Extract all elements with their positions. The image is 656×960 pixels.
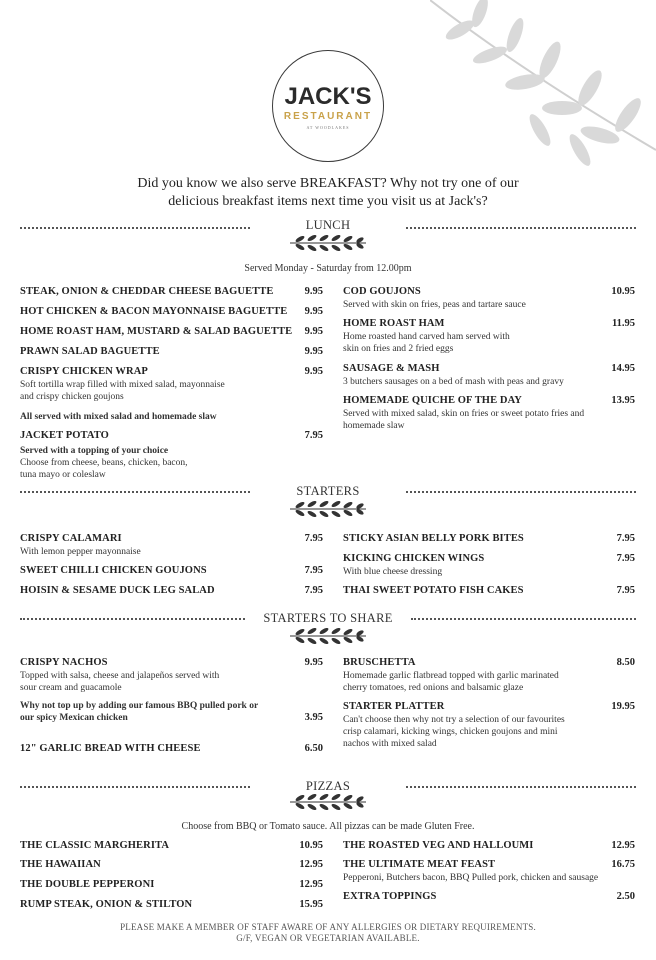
topup-note: our spicy Mexican chicken xyxy=(20,713,128,723)
menu-item-name: STARTER PLATTER xyxy=(343,701,445,712)
menu-item-description: Served with mixed salad, skin on fries or sweet potato fries and xyxy=(343,409,585,419)
menu-item-price: 19.95 xyxy=(611,701,635,712)
menu-item-price: 9.95 xyxy=(304,366,323,377)
menu-item-description: tuna mayo or coleslaw xyxy=(20,470,106,480)
menu-item-price: 9.95 xyxy=(304,306,323,317)
restaurant-logo xyxy=(272,50,384,162)
menu-item-price: 13.95 xyxy=(611,395,635,406)
menu-item-price: 7.95 xyxy=(304,585,323,596)
menu-item-description: Served with a topping of your choice xyxy=(20,446,169,456)
menu-item-description: skin on fries and 2 fried eggs xyxy=(343,344,454,354)
menu-item-name: HOME ROAST HAM xyxy=(343,318,445,329)
topup-note: Why not top up by adding our famous BBQ pulled pork or xyxy=(20,701,259,711)
menu-item-name: SAUSAGE & MASH xyxy=(343,363,440,374)
menu-item-name: THE ULTIMATE MEAT FEAST xyxy=(343,859,496,870)
menu-item-price: 6.50 xyxy=(304,743,323,754)
footer-line-2: G/F, VEGAN OR VEGETARIAN AVAILABLE. xyxy=(236,933,420,943)
leaf-branch-decoration xyxy=(430,0,656,180)
section-title: STARTERS TO SHARE xyxy=(263,611,393,625)
divider-right xyxy=(406,227,636,229)
menu-item-name: THAI SWEET POTATO FISH CAKES xyxy=(343,585,524,596)
sprig-icon xyxy=(288,625,368,647)
sprig-icon xyxy=(288,498,368,520)
menu-item-price: 2.50 xyxy=(616,891,635,902)
intro-line-1: Did you know we also serve BREAKFAST? Why not try one of our xyxy=(137,176,519,191)
menu-item-name: THE ROASTED VEG AND HALLOUMI xyxy=(343,840,534,851)
menu-item-description: With blue cheese dressing xyxy=(343,567,443,577)
logo-tagline: AT WOODLAKES xyxy=(306,125,350,130)
menu-item-price: 10.95 xyxy=(299,840,323,851)
menu-item-description: Topped with salsa, cheese and jalapeños served with xyxy=(20,671,220,681)
menu-item-description: sour cream and guacamole xyxy=(20,683,122,693)
pizzas-header xyxy=(0,779,656,819)
menu-item-price: 7.95 xyxy=(304,533,323,544)
menu-item-price: 16.75 xyxy=(611,859,635,870)
menu-item-price: 3.95 xyxy=(304,712,323,723)
starters-header xyxy=(0,484,656,524)
allergy-footer xyxy=(0,922,656,944)
menu-item-name: HOISIN & SESAME DUCK LEG SALAD xyxy=(20,585,215,596)
menu-item-description: nachos with mixed salad xyxy=(343,739,437,749)
menu-item-description: Homemade garlic flatbread topped with garlic marinated xyxy=(343,671,559,681)
logo-name: JACK'S xyxy=(284,83,372,110)
menu-item-description: Choose from cheese, beans, chicken, bacon, xyxy=(20,458,188,468)
intro-line-2: delicious breakfast items next time you visit us at Jack's? xyxy=(168,194,488,209)
divider-right xyxy=(406,491,636,493)
menu-item-description: and crispy chicken goujons xyxy=(20,392,124,402)
footer-line-1: PLEASE MAKE A MEMBER OF STAFF AWARE OF ANY ALLERGIES OR DIETARY REQUIREMENTS. xyxy=(120,922,536,932)
breakfast-intro xyxy=(60,175,596,211)
menu-item-description: homemade slaw xyxy=(343,421,405,431)
menu-item-description: Pepperoni, Butchers bacon, BBQ Pulled pork, chicken and sausage xyxy=(343,873,599,883)
menu-item-name: EXTRA TOPPINGS xyxy=(343,891,437,902)
divider-right xyxy=(411,618,636,620)
menu-item-price: 7.95 xyxy=(304,430,323,441)
sprig-icon xyxy=(288,791,368,813)
menu-item-name: CRISPY NACHOS xyxy=(20,657,108,668)
menu-item-description: Soft tortilla wrap filled with mixed salad, mayonnaise xyxy=(20,380,225,390)
menu-item-price: 9.95 xyxy=(304,657,323,668)
starters-to-share-header xyxy=(0,611,656,651)
divider-right xyxy=(406,786,636,788)
menu-item-name: THE CLASSIC MARGHERITA xyxy=(20,840,170,851)
section-title: PIZZAS xyxy=(305,779,351,793)
menu-item-price: 11.95 xyxy=(611,318,635,329)
menu-item-description: 3 butchers sausages on a bed of mash with peas and gravy xyxy=(343,377,564,387)
menu-item-name: 12" GARLIC BREAD WITH CHEESE xyxy=(20,743,201,754)
menu-item-name: THE DOUBLE PEPPERONI xyxy=(20,879,155,890)
menu-item-name: SWEET CHILLI CHICKEN GOUJONS xyxy=(20,565,207,576)
menu-item-price: 7.95 xyxy=(304,565,323,576)
menu-item-price: 9.95 xyxy=(304,286,323,297)
menu-item-price: 12.95 xyxy=(299,879,323,890)
menu-item-name: HOT CHICKEN & BACON MAYONNAISE BAGUETTE xyxy=(20,306,288,317)
pizzas-note: Choose from BBQ or Tomato sauce. All pizzas can be made Gluten Free. xyxy=(181,821,475,832)
menu-item-price: 9.95 xyxy=(304,326,323,337)
menu-item-price: 12.95 xyxy=(611,840,635,851)
section-title: STARTERS xyxy=(296,484,360,498)
menu-item-name: PRAWN SALAD BAGUETTE xyxy=(20,346,160,357)
served-with-note: All served with mixed salad and homemade slaw xyxy=(20,412,217,422)
menu-item-price: 10.95 xyxy=(611,286,635,297)
menu-item-description: cherry tomatoes, red onions and balsamic glaze xyxy=(343,683,524,693)
menu-item-name: BRUSCHETTA xyxy=(343,657,416,668)
menu-item-name: RUMP STEAK, ONION & STILTON xyxy=(20,899,193,910)
menu-item-price: 7.95 xyxy=(616,553,635,564)
lunch-note: Served Monday - Saturday from 12.00pm xyxy=(244,263,412,274)
menu-item-price: 8.50 xyxy=(616,657,635,668)
section-title: LUNCH xyxy=(305,218,351,232)
menu-item-price: 15.95 xyxy=(299,899,323,910)
menu-item-description: Home roasted hand carved ham served with xyxy=(343,332,510,342)
menu-item-price: 7.95 xyxy=(616,533,635,544)
menu-item-name: COD GOUJONS xyxy=(343,286,421,297)
menu-item-price: 9.95 xyxy=(304,346,323,357)
menu-item-name: KICKING CHICKEN WINGS xyxy=(343,553,485,564)
menu-item-name: HOME ROAST HAM, MUSTARD & SALAD BAGUETTE xyxy=(20,326,293,337)
menu-item-name: CRISPY CHICKEN WRAP xyxy=(20,366,148,377)
menu-item-description: Can't choose then why not try a selection of our favourites xyxy=(343,715,565,725)
sprig-icon xyxy=(288,232,368,254)
lunch-header xyxy=(0,218,656,258)
menu-item-name: THE HAWAIIAN xyxy=(20,859,101,870)
menu-item-price: 12.95 xyxy=(299,859,323,870)
menu-item-description: crisp calamari, kicking wings, chicken goujons and mini xyxy=(343,727,558,737)
menu-item-name: CRISPY CALAMARI xyxy=(20,533,122,544)
logo-subtitle: RESTAURANT xyxy=(283,111,373,122)
menu-item-price: 7.95 xyxy=(616,585,635,596)
menu-item-price: 14.95 xyxy=(611,363,635,374)
menu-item-name: STEAK, ONION & CHEDDAR CHEESE BAGUETTE xyxy=(20,286,274,297)
menu-item-description: With lemon pepper mayonnaise xyxy=(20,547,141,557)
menu-item-name: STICKY ASIAN BELLY PORK BITES xyxy=(343,533,524,544)
menu-item-name: HOMEMADE QUICHE OF THE DAY xyxy=(343,395,522,406)
menu-item-description: Served with skin on fries, peas and tartare sauce xyxy=(343,300,526,310)
menu-item-name: JACKET POTATO xyxy=(20,430,109,441)
